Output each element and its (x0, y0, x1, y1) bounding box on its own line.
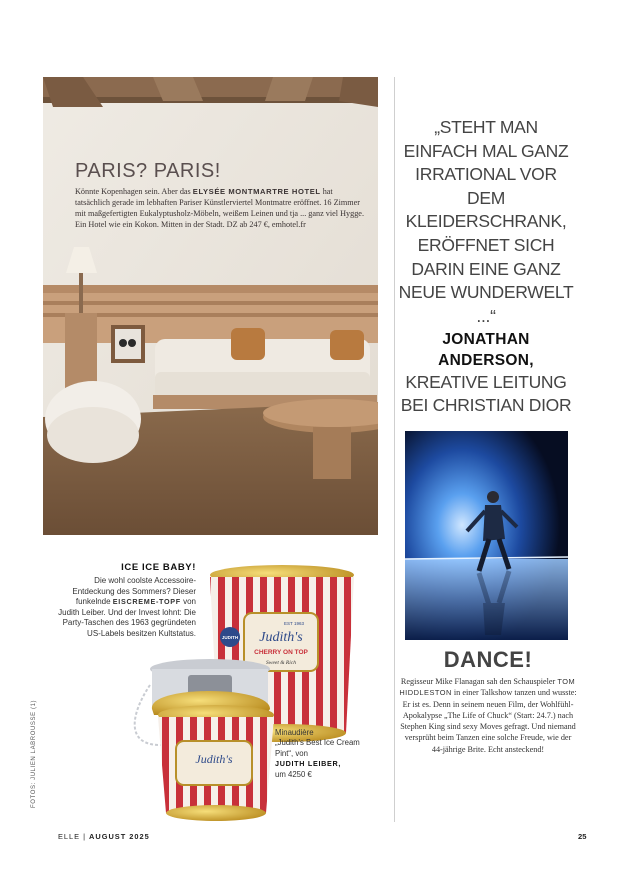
bag-brand-label: Judith's (259, 630, 303, 645)
quote-text: „STEHT MAN EINFACH MAL GANZ IRRATIONAL VOR DEM KLEIDERSCHRANK, ERÖFFNET SICH DARIN EINE GANZ NEUE WUNDERWELT ...“ (398, 117, 574, 326)
quote-block (396, 116, 576, 417)
hotel-interior-illustration (43, 77, 378, 535)
bag-caption-brand: JUDITH LEIBER, (275, 759, 342, 769)
actor-name: TOM HIDDLESTON (399, 677, 576, 698)
bag-flavor-label: CHERRY ON TOP (254, 649, 308, 656)
footer-separator: | (83, 832, 87, 841)
front-bag (150, 659, 274, 821)
page-number: 25 (578, 832, 587, 841)
paris-body-main: hat tatsächlich gerade im lebhaften Pariser Künstlerviertel Montmatre eröffnet. 16 Zimmer mit maßgefertigten Eukalyptusholz-Möbeln, weißem Leinen und tja ... ganz viel Hygge. Ein Hotel wie ein Kokon. Mitten in der Stadt. DZ ab 247 €, emhotel.fr (75, 187, 364, 229)
column-divider (394, 77, 395, 822)
dance-body-main: in einer Talkshow tanzen und wusste: Er ist es. Denn in seinem neuen Film, der Wohlfühl-Apokalypse „The Life of Chuck“ (Start: 24.7.) nach Stephen King sind sexy Moves gefragt. Und niemand versprüht beim Tanzen eine solche Freude, wie der 44-jährige Brite. Echt ansteckend! (400, 688, 577, 754)
footer-magazine-info (58, 832, 150, 841)
ice-body-main: von Judith Leiber. Und der Invest lohnt: Die Party-Taschen des 1963 gegründeten US-Labels besitzen Kultstatus. (58, 597, 196, 638)
dancer-illustration (405, 431, 568, 640)
hotel-interior-photo (43, 77, 378, 535)
product-name: EISCREME-TOPF (112, 597, 181, 606)
dance-article (399, 648, 577, 755)
paris-body-intro: Könnte Kopenhagen sein. Aber das (75, 187, 193, 196)
bag-caption (275, 728, 365, 780)
paris-article (75, 160, 365, 230)
quote-author: JONATHAN ANDERSON, (438, 331, 534, 370)
paris-title: PARIS? PARIS! (75, 160, 221, 182)
ice-cream-bags-illustration (120, 565, 360, 825)
film-still-photo (405, 431, 568, 640)
dance-body (399, 676, 577, 755)
photo-credit: FOTOS: JULIEN LABROUSSE (1) (31, 699, 37, 808)
bag-ribbon-label: JUDITH (221, 635, 239, 640)
hotel-name: ELYSÉE MONTMARTRE HOTEL (192, 187, 321, 196)
bag-caption-name: „Judith’s Best Ice Cream Pint“, von (275, 738, 360, 758)
magazine-name: ELLE (58, 832, 81, 841)
quote-author-role: KREATIVE LEITUNG BEI CHRISTIAN DIOR (400, 372, 572, 416)
ice-title: ICE ICE BABY! (121, 562, 196, 573)
dance-body-intro: Regisseur Mike Flanagan sah den Schauspieler (400, 677, 558, 686)
bag-caption-price: um 4250 € (275, 769, 312, 779)
front-bag-brand-label: Judith's (195, 752, 233, 766)
paris-body (75, 186, 365, 230)
dance-title: DANCE! (443, 647, 533, 672)
bag-est-label: EST 1963 (284, 621, 304, 626)
bag-sweet-label: Sweet & Rich (266, 660, 296, 666)
bag-caption-type: Minaudière (275, 728, 314, 737)
issue-date: AUGUST 2025 (89, 832, 150, 841)
ice-body-intro: Die wohl coolste Accessoire-Entdeckung des Sommers? Dieser funkelnde (72, 576, 196, 606)
